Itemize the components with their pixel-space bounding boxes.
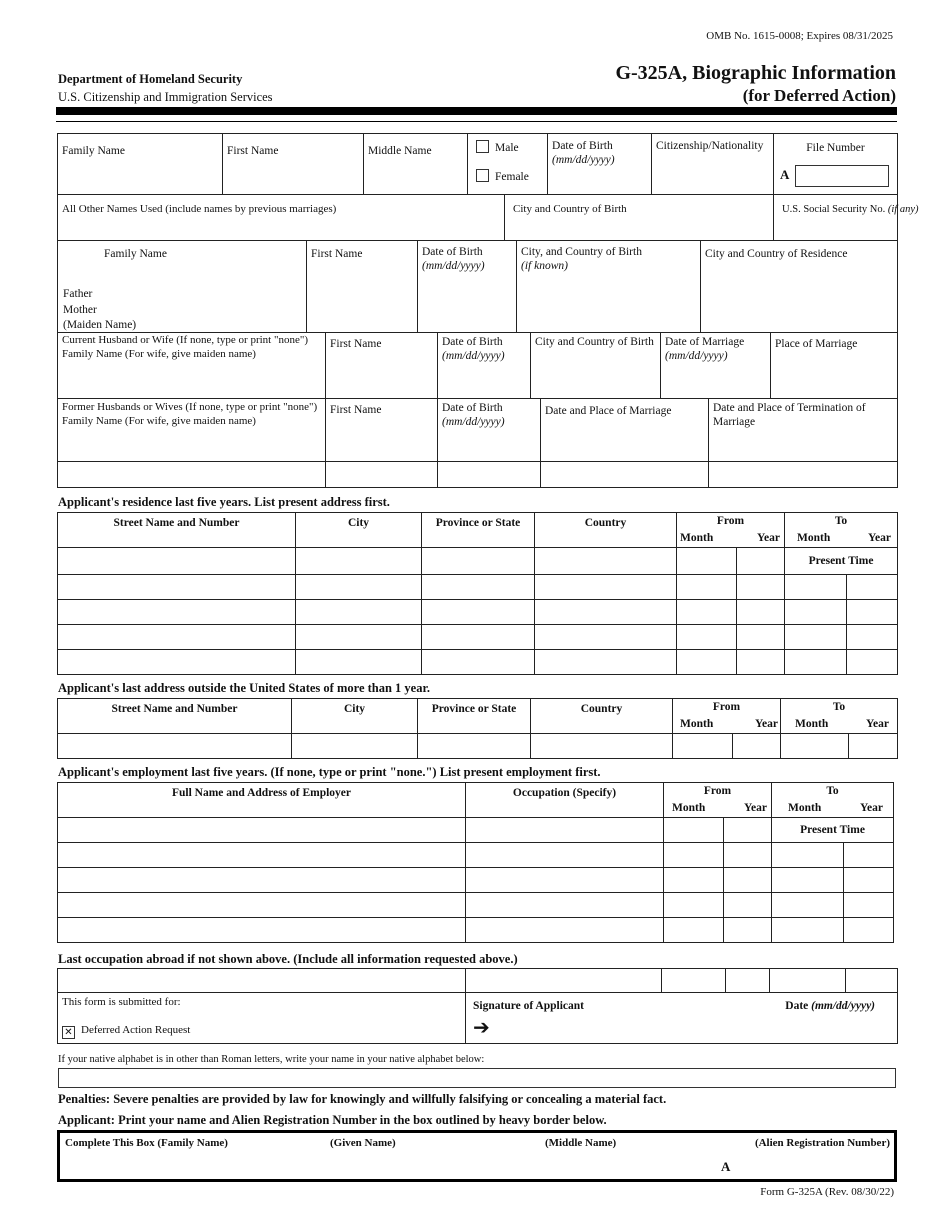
submitted-for-label: This form is submitted for: xyxy=(62,996,181,1008)
employment-cell[interactable] xyxy=(844,868,894,893)
residence-cell[interactable] xyxy=(677,600,737,625)
former-row-cell[interactable] xyxy=(438,462,541,488)
city-country-birth-label: City and Country of Birth xyxy=(513,203,627,215)
residence-from-header xyxy=(677,513,785,548)
parents-residence-field[interactable] xyxy=(701,241,898,333)
termination-label: Date and Place of Termination of Marriage xyxy=(713,402,866,429)
signature-arrow-icon: ➔ xyxy=(473,1015,490,1039)
residence-cell[interactable] xyxy=(737,575,785,600)
employment-from-header xyxy=(664,783,772,818)
residence-country-label: Country xyxy=(584,517,627,529)
abroad-street-label: Street Name and Number xyxy=(111,703,238,715)
form-revision: Form G-325A (Rev. 08/30/22) xyxy=(760,1186,894,1198)
residence-cell[interactable] xyxy=(847,650,898,675)
employment-cell[interactable] xyxy=(664,918,724,943)
employment-cell[interactable] xyxy=(466,818,664,843)
parents-birth-note: (if known) xyxy=(521,260,568,273)
residence-cell[interactable] xyxy=(677,650,737,675)
spouse-first-name-field[interactable] xyxy=(326,333,438,399)
citizenship-field[interactable] xyxy=(652,134,774,195)
header-rule-thick xyxy=(56,107,897,115)
signature-label: Signature of Applicant xyxy=(473,1000,584,1012)
file-number-label: File Number xyxy=(806,142,865,154)
date-of-marriage-format: (mm/dd/yyyy) xyxy=(665,350,728,363)
employment-present-time-cell xyxy=(772,818,894,843)
last-occupation-cell[interactable] xyxy=(662,969,726,993)
submitted-for-cell xyxy=(58,993,466,1044)
parents-residence-label: City and Country of Residence xyxy=(705,248,848,260)
parents-dob-field[interactable] xyxy=(418,241,517,333)
residence-cell[interactable] xyxy=(785,625,847,650)
employment-cell[interactable] xyxy=(58,868,466,893)
deferred-action-checkbox[interactable]: ✕ xyxy=(62,1026,75,1039)
residence-street-header xyxy=(58,513,296,548)
employment-cell[interactable] xyxy=(844,893,894,918)
male-label: Male xyxy=(495,142,519,154)
residence-cell[interactable] xyxy=(296,650,422,675)
former-row-cell[interactable] xyxy=(58,462,326,488)
residence-to-month: Month xyxy=(797,531,831,544)
residence-cell[interactable] xyxy=(296,548,422,575)
employment-table xyxy=(57,782,893,943)
employment-cell[interactable] xyxy=(724,818,772,843)
first-name-field[interactable] xyxy=(223,134,364,195)
former-marriage-field[interactable] xyxy=(541,399,709,462)
parents-birth-label: City, and Country of Birth xyxy=(521,246,642,258)
complete-this-box[interactable] xyxy=(57,1130,897,1182)
date-label: Date xyxy=(785,1000,809,1012)
residence-cell[interactable] xyxy=(422,600,535,625)
employment-cell[interactable] xyxy=(772,868,844,893)
former-spouse-label: Former Husbands or Wives (If none, type or print "none") Family Name (For wife, give maiden name) xyxy=(62,401,318,427)
spouse-birth-label: City and Country of Birth xyxy=(535,336,654,348)
family-name-field[interactable] xyxy=(58,134,223,195)
family-name-label: Family Name xyxy=(62,145,125,157)
abroad-table xyxy=(57,698,897,759)
residence-cell[interactable] xyxy=(422,548,535,575)
current-spouse-table xyxy=(57,332,897,399)
residence-cell[interactable] xyxy=(58,650,296,675)
abroad-cell[interactable] xyxy=(849,734,898,759)
ssn-label: U.S. Social Security No. xyxy=(782,204,886,215)
employment-from-label: From xyxy=(703,785,732,797)
complete-box-family-label: Complete This Box (Family Name) xyxy=(65,1137,228,1149)
abroad-city-label: City xyxy=(343,703,366,715)
employment-cell[interactable] xyxy=(772,918,844,943)
abroad-street-header xyxy=(58,699,292,734)
mother-label: Mother xyxy=(63,304,97,316)
employment-to-year: Year xyxy=(860,801,883,814)
date-format: (mm/dd/yyyy) xyxy=(811,1000,875,1012)
place-of-marriage-label: Place of Marriage xyxy=(775,338,858,350)
date-of-marriage-label: Date of Marriage xyxy=(665,336,745,348)
other-names-label: All Other Names Used (include names by previous marriages) xyxy=(62,203,337,215)
last-occupation-cell[interactable] xyxy=(726,969,770,993)
residence-cell[interactable] xyxy=(58,575,296,600)
current-spouse-field[interactable] xyxy=(58,333,326,399)
parents-family-name-cell[interactable] xyxy=(58,241,307,333)
residence-cell[interactable] xyxy=(677,548,737,575)
female-checkbox[interactable] xyxy=(476,169,489,182)
last-occupation-cell[interactable] xyxy=(466,969,662,993)
employment-cell[interactable] xyxy=(772,893,844,918)
residence-cell[interactable] xyxy=(422,575,535,600)
residence-section-title: Applicant's residence last five years. List present address first. xyxy=(58,495,390,509)
employment-cell[interactable] xyxy=(466,918,664,943)
ssn-note: (if any) xyxy=(887,204,919,215)
residence-province-header xyxy=(422,513,535,548)
abroad-cell[interactable] xyxy=(58,734,292,759)
employer-header xyxy=(58,783,466,818)
native-alphabet-label: If your native alphabet is in other than Roman letters, write your name in your native alphabet below: xyxy=(58,1054,485,1065)
residence-from-label: From xyxy=(716,515,745,527)
last-occupation-title: Last occupation abroad if not shown above. (Include all information requested above.) xyxy=(58,952,518,966)
department-name: Department of Homeland Security xyxy=(58,72,243,86)
employment-cell[interactable] xyxy=(58,893,466,918)
abroad-from-header xyxy=(673,699,781,734)
last-occupation-cell[interactable] xyxy=(846,969,898,993)
applicant-instruction: Applicant: Print your name and Alien Registration Number in the box outlined by heavy border below. xyxy=(58,1113,607,1127)
employment-cell[interactable] xyxy=(724,893,772,918)
former-row-cell[interactable] xyxy=(709,462,898,488)
date-of-marriage-field[interactable] xyxy=(661,333,771,399)
citizenship-label: Citizenship/Nationality xyxy=(656,140,764,152)
residence-cell[interactable] xyxy=(737,650,785,675)
personal-info-table xyxy=(57,133,919,241)
employment-cell[interactable] xyxy=(664,893,724,918)
abroad-province-header xyxy=(418,699,531,734)
abroad-cell[interactable] xyxy=(673,734,733,759)
residence-cell[interactable] xyxy=(535,600,677,625)
middle-name-label: Middle Name xyxy=(368,145,432,157)
abroad-cell[interactable] xyxy=(292,734,418,759)
abroad-cell[interactable] xyxy=(418,734,531,759)
residence-cell[interactable] xyxy=(847,600,898,625)
employment-to-month: Month xyxy=(788,801,822,814)
residence-cell[interactable] xyxy=(847,575,898,600)
employment-section-title: Applicant's employment last five years. (If none, type or print "none.") List present employment first. xyxy=(58,765,601,779)
current-spouse-label: Current Husband or Wife (If none, type or print "none") Family Name (For wife, give maiden name) xyxy=(62,334,308,360)
residence-cell[interactable] xyxy=(422,650,535,675)
former-marriage-label: Date and Place of Marriage xyxy=(545,405,672,417)
employment-from-month: Month xyxy=(672,801,706,814)
form-subtitle: (for Deferred Action) xyxy=(742,86,896,105)
middle-name-field[interactable] xyxy=(364,134,468,195)
residence-cell[interactable] xyxy=(296,625,422,650)
abroad-cell[interactable] xyxy=(781,734,849,759)
employment-to-label: To xyxy=(826,785,839,797)
employment-cell[interactable] xyxy=(724,868,772,893)
sex-cell xyxy=(468,134,548,195)
spouse-dob-label: Date of Birth xyxy=(442,336,503,348)
abroad-from-label: From xyxy=(712,701,741,713)
male-checkbox[interactable] xyxy=(476,140,489,153)
abroad-from-month: Month xyxy=(680,717,714,730)
employment-cell[interactable] xyxy=(58,843,466,868)
abroad-city-header xyxy=(292,699,418,734)
present-time-label: Present Time xyxy=(808,554,874,567)
parents-family-name-label: Family Name xyxy=(104,248,167,260)
last-occupation-cell[interactable] xyxy=(770,969,846,993)
residence-city-header xyxy=(296,513,422,548)
residence-to-year: Year xyxy=(868,531,891,544)
employment-cell[interactable] xyxy=(664,843,724,868)
employment-cell[interactable] xyxy=(844,918,894,943)
residence-cell[interactable] xyxy=(785,600,847,625)
residence-cell[interactable] xyxy=(785,575,847,600)
form-title: G-325A, Biographic Information xyxy=(615,62,896,84)
occupation-header xyxy=(466,783,664,818)
complete-box-alien-label: (Alien Registration Number) xyxy=(754,1137,890,1149)
employment-cell[interactable] xyxy=(58,918,466,943)
residence-cell[interactable] xyxy=(422,625,535,650)
spouse-dob-field[interactable] xyxy=(438,333,531,399)
residence-cell[interactable] xyxy=(847,625,898,650)
abroad-country-header xyxy=(531,699,673,734)
abroad-section-title: Applicant's last address outside the United States of more than 1 year. xyxy=(58,681,431,695)
file-number-cell xyxy=(774,134,898,195)
file-number-input[interactable] xyxy=(795,165,889,187)
residence-cell[interactable] xyxy=(58,548,296,575)
abroad-from-year: Year xyxy=(755,717,778,730)
residence-cell[interactable] xyxy=(296,575,422,600)
residence-cell[interactable] xyxy=(737,625,785,650)
residence-cell[interactable] xyxy=(58,600,296,625)
present-time-cell xyxy=(785,548,898,575)
former-spouse-field[interactable] xyxy=(58,399,326,462)
agency-name: U.S. Citizenship and Immigration Services xyxy=(58,90,273,104)
last-occupation-table xyxy=(57,968,897,1044)
complete-box-a-prefix: A xyxy=(721,1159,731,1174)
employment-cell[interactable] xyxy=(466,868,664,893)
former-dob-format: (mm/dd/yyyy) xyxy=(442,416,505,429)
residence-street-label: Street Name and Number xyxy=(113,517,240,529)
father-label: Father xyxy=(63,288,93,300)
dob-label: Date of Birth xyxy=(552,140,613,152)
parents-birth-field[interactable] xyxy=(517,241,701,333)
abroad-cell[interactable] xyxy=(733,734,781,759)
employment-present-time-label: Present Time xyxy=(800,823,865,836)
residence-cell[interactable] xyxy=(58,625,296,650)
employment-cell[interactable] xyxy=(724,918,772,943)
residence-country-header xyxy=(535,513,677,548)
header-rule-thin xyxy=(56,121,897,122)
abroad-to-month: Month xyxy=(795,717,829,730)
residence-to-label: To xyxy=(834,515,848,527)
omb-number: OMB No. 1615-0008; Expires 08/31/2025 xyxy=(706,30,893,42)
residence-cell[interactable] xyxy=(535,575,677,600)
last-occupation-cell[interactable] xyxy=(58,969,466,993)
former-dob-label: Date of Birth xyxy=(442,402,503,414)
female-label: Female xyxy=(495,170,529,183)
complete-box-middle-label: (Middle Name) xyxy=(545,1137,617,1149)
former-row-cell[interactable] xyxy=(326,462,438,488)
maiden-name-label: (Maiden Name) xyxy=(63,319,137,331)
city-country-birth-field[interactable] xyxy=(505,195,774,241)
abroad-cell[interactable] xyxy=(531,734,673,759)
parents-first-name-label: First Name xyxy=(311,248,363,260)
residence-cell[interactable] xyxy=(535,650,677,675)
former-first-name-label: First Name xyxy=(330,404,382,416)
a-number-prefix: A xyxy=(780,167,790,183)
residence-cell[interactable] xyxy=(677,625,737,650)
termination-field[interactable] xyxy=(709,399,898,462)
parents-dob-label: Date of Birth xyxy=(422,246,483,258)
abroad-country-label: Country xyxy=(580,703,623,715)
employment-from-year: Year xyxy=(744,801,767,814)
signature-cell[interactable] xyxy=(466,993,898,1044)
spouse-dob-format: (mm/dd/yyyy) xyxy=(442,350,505,363)
abroad-province-label: Province or State xyxy=(431,703,517,715)
deferred-action-label: Deferred Action Request xyxy=(81,1023,191,1036)
spouse-first-name-label: First Name xyxy=(330,338,382,350)
occupation-label: Occupation (Specify) xyxy=(512,787,617,799)
spouse-birth-field[interactable] xyxy=(531,333,661,399)
residence-cell[interactable] xyxy=(535,548,677,575)
former-dob-field[interactable] xyxy=(438,399,541,462)
former-row-cell[interactable] xyxy=(541,462,709,488)
residence-to-header xyxy=(785,513,898,548)
other-names-field[interactable] xyxy=(58,195,505,241)
ssn-field[interactable] xyxy=(774,195,919,241)
residence-city-label: City xyxy=(347,517,370,529)
employment-cell[interactable] xyxy=(724,843,772,868)
residence-table xyxy=(57,512,897,675)
abroad-to-header xyxy=(781,699,898,734)
dob-format: (mm/dd/yyyy) xyxy=(552,154,615,167)
abroad-to-year: Year xyxy=(866,717,889,730)
residence-province-label: Province or State xyxy=(435,517,521,529)
abroad-to-label: To xyxy=(832,701,846,713)
employment-cell[interactable] xyxy=(664,818,724,843)
employer-label: Full Name and Address of Employer xyxy=(171,787,351,799)
residence-from-year: Year xyxy=(757,531,780,544)
residence-cell[interactable] xyxy=(677,575,737,600)
complete-box-given-label: (Given Name) xyxy=(330,1137,396,1149)
residence-cell[interactable] xyxy=(535,625,677,650)
native-alphabet-input[interactable] xyxy=(58,1068,896,1088)
former-spouses-table xyxy=(57,398,897,488)
penalties-notice: Penalties: Severe penalties are provided by law for knowingly and willfully falsifying or concealing a material fact. xyxy=(58,1092,667,1106)
employment-cell[interactable] xyxy=(844,843,894,868)
parents-table xyxy=(57,240,897,333)
employment-cell[interactable] xyxy=(466,893,664,918)
place-of-marriage-field[interactable] xyxy=(771,333,898,399)
former-first-name-field[interactable] xyxy=(326,399,438,462)
employment-cell[interactable] xyxy=(58,818,466,843)
dob-field[interactable] xyxy=(548,134,652,195)
employment-cell[interactable] xyxy=(664,868,724,893)
employment-to-header xyxy=(772,783,894,818)
first-name-label: First Name xyxy=(227,145,279,157)
residence-cell[interactable] xyxy=(737,600,785,625)
employment-cell[interactable] xyxy=(772,843,844,868)
residence-cell[interactable] xyxy=(785,650,847,675)
residence-from-month: Month xyxy=(680,531,714,544)
employment-cell[interactable] xyxy=(466,843,664,868)
residence-cell[interactable] xyxy=(296,600,422,625)
parents-dob-format: (mm/dd/yyyy) xyxy=(422,260,485,273)
parents-first-name-field[interactable] xyxy=(307,241,418,333)
residence-cell[interactable] xyxy=(737,548,785,575)
